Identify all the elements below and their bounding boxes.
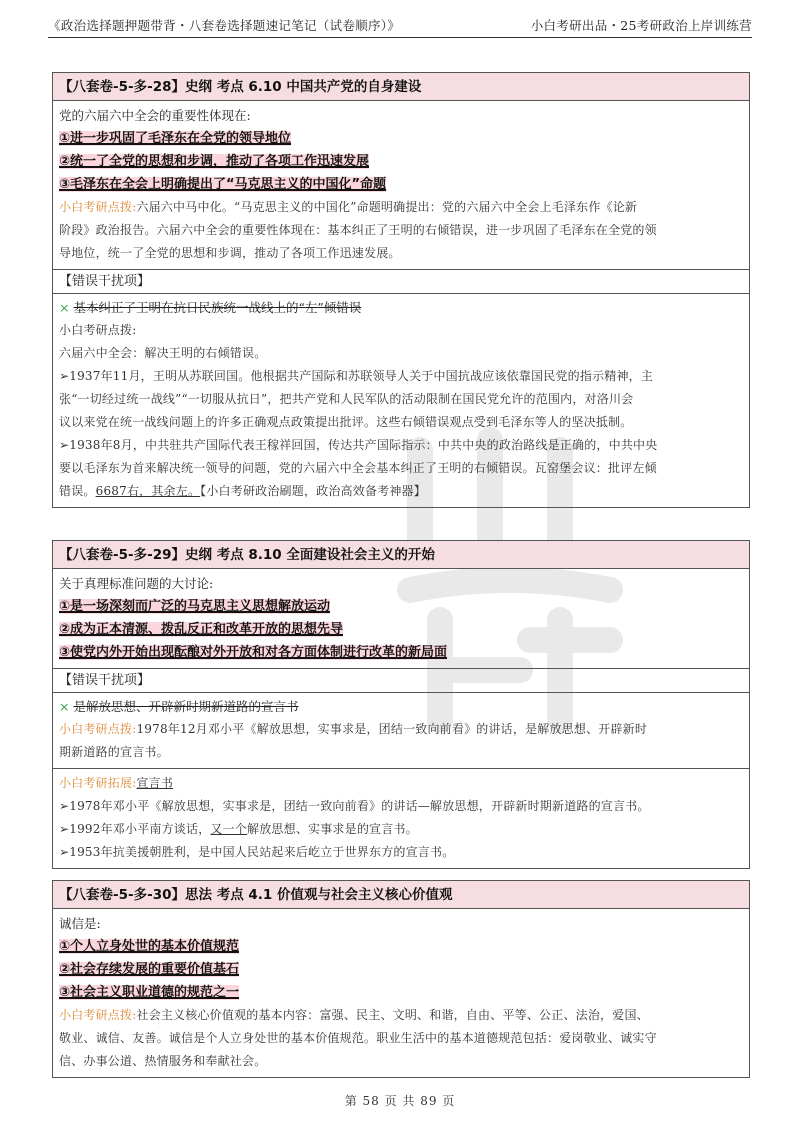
wrong-option: × 基本纠正了王明在抗日民族统一战线上的“左”倾错误 [59, 297, 743, 319]
page-number: 第 58 页 共 89 页 [344, 1094, 456, 1108]
wrong-analysis-line: 要以毛泽东为首来解决统一领导的问题，党的六届六中全会基本纠正了王明的右倾错误。瓦窑堡会议：批评左倾 [59, 461, 657, 475]
header-left-title: 《政治选择题押题带背・八套卷选择题速记笔记（试卷顺序）》 [48, 18, 401, 33]
question-card-30 [52, 880, 750, 1078]
question-section [53, 569, 749, 668]
wrong-analysis-line: 期新道路的宣言书。 [59, 745, 169, 759]
question-card-28 [52, 72, 750, 508]
extension-line: ➢1992年邓小平南方谈话，又一个解放思想、实事求是的宣言书。 [59, 822, 418, 836]
analysis-label: 小白考研点拨: [59, 200, 137, 214]
wrong-analysis-line: ➢1937年11月，王明从苏联回国。他根据共产国际和苏联领导人关于中国抗战应该依靠国民党的指示精神，主 [59, 369, 654, 383]
analysis-line: 导地位，统一了全党的思想和步调，推动了各项工作迅速发展。 [59, 246, 401, 260]
wrong-analysis-line: 小白考研点拨:1978年12月邓小平《解放思想，实事求是，团结一致向前看》的讲话，是解放思想、开辟新时 [59, 722, 648, 736]
analysis-line: 信、办事公道、热情服务和奉献社会。 [59, 1054, 267, 1068]
distractor-heading: 【错误干扰项】 [53, 269, 749, 293]
distractor-heading: 【错误干扰项】 [53, 668, 749, 692]
correct-option: ③使党内外开始出现酝酿对外开放和对各方面体制进行改革的新局面 [59, 645, 448, 660]
extension-section [53, 768, 749, 868]
card-title: 【八套卷-5-多-29】史纲 考点 8.10 全面建设社会主义的开始 [53, 541, 749, 569]
wrong-analysis-line: 议以来党在统一战线问题上的许多正确观点政策提出批评。这些右倾错误观点受到毛泽东等人的坚决抵制。 [59, 415, 633, 429]
extension-line: ➢1978年邓小平《解放思想，实事求是，团结一致向前看》的讲话—解放思想，开辟新时期新道路的宣言书。 [59, 799, 650, 813]
wrong-analysis-line: 六届六中全会：解决王明的右倾错误。 [59, 346, 267, 360]
question-section [53, 101, 749, 269]
question-text: 诚信是: [59, 916, 101, 931]
analysis-line: 敬业、诚信、友善。诚信是个人立身处世的基本价值规范。职业生活中的基本道德规范包括：爱岗敬业、诚实守 [59, 1031, 657, 1045]
distractor-section [53, 293, 749, 507]
correct-option: ②社会存续发展的重要价值基石 [59, 962, 240, 977]
mnemonic: 6687右，其余左。 [95, 484, 201, 498]
question-section [53, 909, 749, 1077]
extension-label: 小白考研拓展:宣言书 [59, 776, 174, 790]
correct-option: ①个人立身处世的基本价值规范 [59, 939, 240, 954]
page-header [48, 12, 752, 38]
analysis-line: 小白考研点拨:六届六中马中化。“马克思主义的中国化”命题明确提出：党的六届六中全会上毛泽东作《论新 [59, 200, 638, 214]
correct-option: ①是一场深刻而广泛的马克思主义思想解放运动 [59, 599, 331, 614]
cross-icon: × [59, 300, 70, 315]
header-right-brand: 小白考研出品・25考研政治上岸训练营 [530, 18, 752, 33]
question-text: 关于真理标准问题的大讨论: [59, 576, 214, 591]
question-card-29 [52, 540, 750, 869]
correct-option: ③毛泽东在全会上明确提出了“马克思主义的中国化”命题 [59, 177, 387, 192]
card-title: 【八套卷-5-多-28】史纲 考点 6.10 中国共产党的自身建设 [53, 73, 749, 101]
correct-option: ①进一步巩固了毛泽东在全党的领导地位 [59, 131, 292, 146]
wrong-analysis-line: 错误。6687右，其余左。【小白考研政治刷题，政治高效备考神器】 [59, 484, 426, 498]
correct-option: ③社会主义职业道德的规范之一 [59, 985, 240, 1000]
wrong-analysis-line: 张“一切经过统一战线”“一切服从抗日”，把共产党和人民军队的活动限制在国民党允许的范围内，对洛川会 [59, 392, 634, 406]
distractor-section [53, 692, 749, 768]
cross-icon: × [59, 699, 70, 714]
wrong-analysis-label: 小白考研点拨: [59, 323, 137, 337]
card-title: 【八套卷-5-多-30】思法 考点 4.1 价值观与社会主义核心价值观 [53, 881, 749, 909]
analysis-line: 阶段》政治报告。六届六中全会的重要性体现在：基本纠正了王明的右倾错误，进一步巩固了毛泽东在全党的领 [59, 223, 657, 237]
correct-option: ②统一了全党的思想和步调，推动了各项工作迅速发展 [59, 154, 370, 169]
wrong-option: × 是解放思想、开辟新时期新道路的宣言书 [59, 696, 743, 718]
wrong-analysis-line: ➢1938年8月，中共驻共产国际代表王稼祥回国，传达共产国际指示：中共中央的政治路线是正确的，中共中央 [59, 438, 658, 452]
correct-option: ②成为正本清源、拨乱反正和改革开放的思想先导 [59, 622, 344, 637]
analysis-line: 小白考研点拨:社会主义核心价值观的基本内容：富强、民主、文明、和谐，自由、平等、公正、法治，爱国、 [59, 1008, 649, 1022]
extension-line: ➢1953年抗美援朝胜利，是中国人民站起来后屹立于世界东方的宣言书。 [59, 845, 455, 859]
question-text: 党的六届六中全会的重要性体现在: [59, 108, 251, 123]
